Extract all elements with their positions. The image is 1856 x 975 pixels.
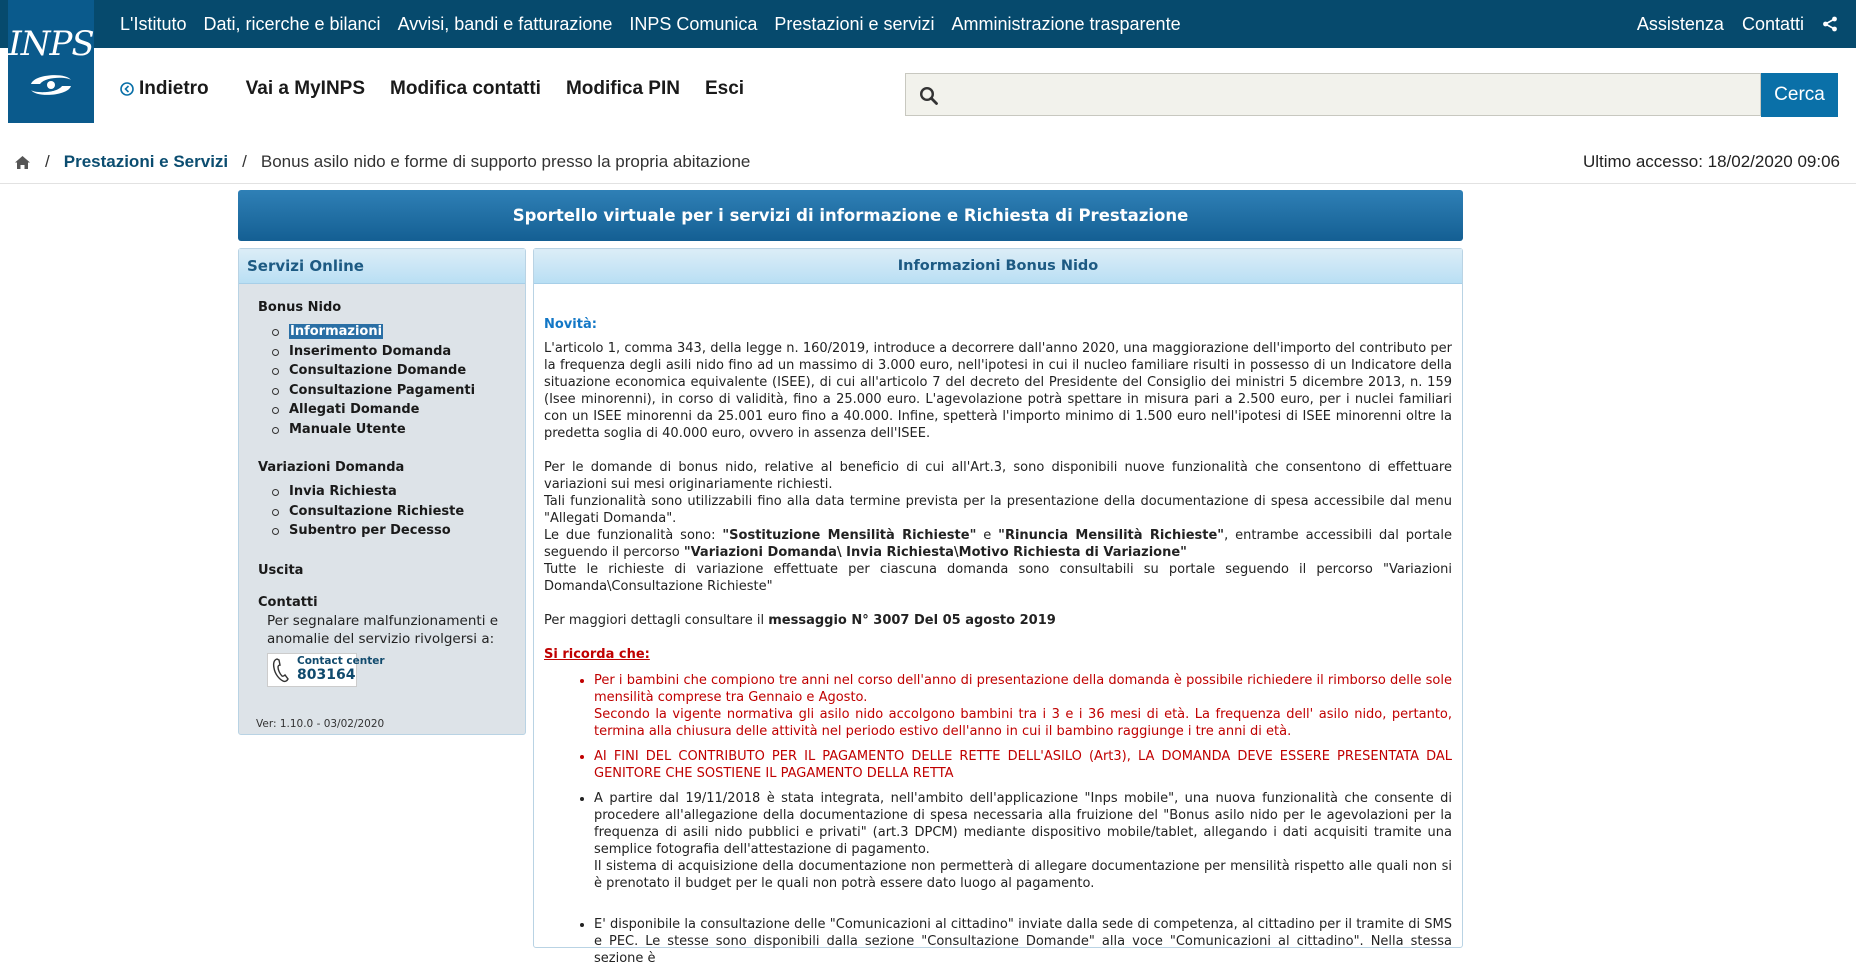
list-item: • E' disponibile la consultazione delle "Comunicazioni al cittadino" inviate dalla sede di competenza, al cittadino per il tramite di SMS e PEC. Le stesse sono disponibili dalla sezione "Consultazione Domande" alla voce "Comunicazioni al cittadino". Nella stessa sezione è xyxy=(594,916,1452,967)
back-arrow-icon xyxy=(120,82,134,96)
menu-item-consultazione-richieste[interactable]: Consultazione Richieste xyxy=(269,502,464,522)
myinps-link[interactable]: Vai a MyINPS xyxy=(245,78,366,99)
modifica-contatti-link[interactable]: Modifica contatti xyxy=(390,78,541,99)
informazioni-panel xyxy=(533,248,1463,966)
logo-text: INPS xyxy=(8,24,94,64)
uscita-link[interactable]: Uscita xyxy=(258,563,304,578)
informazioni-content xyxy=(544,316,1452,975)
menu-item-inserimento-domanda[interactable]: Inserimento Domanda xyxy=(269,342,475,362)
topnav-inps-comunica[interactable]: INPS Comunica xyxy=(629,13,758,34)
esci-link[interactable]: Esci xyxy=(704,78,745,99)
logo-swirl-icon xyxy=(26,70,76,100)
contatti-link[interactable]: Contatti xyxy=(1741,13,1804,34)
list-item: • Per i bambini che compiono tre anni nel corso dell'anno di presentazione della domanda è possibile richiedere il rimborso delle sole mensilità comprese tra Gennaio e Agosto. Secondo la vigente normativa gli asilo nido accolgono bambini tra i 3 e i 36 mesi di età. La frequenza dell' asilo nido, pertanto, termina alla chiusura delle attività nel periodo estivo dell'anno in cui il bambino raggiunge i tre anni di età. xyxy=(594,672,1452,740)
version-info: Ver: 1.10.0 - 03/02/2020 xyxy=(256,718,385,730)
back-button[interactable] xyxy=(120,78,209,100)
search-icon xyxy=(919,86,939,106)
paragraph-variazioni: Per le domande di bonus nido, relative al beneficio di cui all'Art.3, sono disponibili nuove funzionalità che consentono di effettuare variazioni sui mesi originariamente richiesti. xyxy=(544,460,1452,492)
page-banner: Sportello virtuale per i servizi di informazione e Richiesta di Prestazione xyxy=(238,190,1463,241)
contact-description: Per segnalare malfunzionamenti e anomalie del servizio rivolgersi a: xyxy=(267,613,499,647)
inps-logo[interactable] xyxy=(8,0,94,123)
top-right-links xyxy=(1637,0,1838,48)
list-item: • A partire dal 19/11/2018 è stata integrata, nell'ambito dell'applicazione "Inps mobile", una nuova funzionalità che consente di procedere all'allegazione della documentazione di spesa necessaria alla fruizione del "Bonus asilo nido per le agevolazioni per la frequenza di asili nido pubblici e privati" (art.3 DPCM) mediante dispositivo mobile/tablet, allegando i dati acquisiti tramite una semplice fotografia dell'attestazione di pagamento. Il sistema di acquisizione della documentazione non permetterà di allegare documentazione per mensilità rispetto alle quali non si è prenotato il budget per le quali non potrà essere dato luogo al pagamento. xyxy=(594,790,1452,892)
phone-icon xyxy=(271,657,291,683)
section-contatti: Contatti xyxy=(258,595,318,610)
variazioni-menu xyxy=(269,482,464,541)
topnav-amministrazione-trasparente[interactable]: Amministrazione trasparente xyxy=(951,13,1181,34)
menu-item-subentro-decesso[interactable]: Subentro per Decesso xyxy=(269,521,464,541)
breadcrumb-bar xyxy=(0,147,1856,184)
contact-center-number: 803164 xyxy=(297,667,356,683)
search-box xyxy=(905,73,1761,116)
menu-item-consultazione-domande[interactable]: Consultazione Domande xyxy=(269,361,475,381)
topnav-avvisi-bandi[interactable]: Avvisi, bandi e fatturazione xyxy=(397,13,613,34)
breadcrumb-separator: / xyxy=(45,152,50,171)
search-button[interactable]: Cerca xyxy=(1761,73,1838,117)
list-item: • AI FINI DEL CONTRIBUTO PER IL PAGAMENTO DELLE RETTE DELL'ASILO (Art3), LA DOMANDA DEVE ESSERE PRESENTATA DAL GENITORE CHE SOSTIENE IL PAGAMENTO DELLA RETTA xyxy=(594,748,1452,782)
assistenza-link[interactable]: Assistenza xyxy=(1636,13,1724,34)
contact-center-label: Contact center xyxy=(297,655,385,667)
secondary-navigation xyxy=(120,78,769,100)
paragraph-legge: L'articolo 1, comma 343, della legge n. 160/2019, introduce a decorrere dall'anno 2020, una maggiorazione dell'importo del contributo per la frequenza degli asili nido fino ad un massimo di 3.000 euro, nell'ipotesi in cui il nucleo familiare risulti in possesso di un Indicatore della situazione economica equivalente (ISEE), di cui all'articolo 7 del decreto del Presidente del Consiglio dei ministri 5 dicembre 2013, n. 159 (Isee minorenni), in corso di validità, fino a 25.000 euro. L'agevolazione potrà spettare in misura pari a 2.500 euro, per i nuclei familiari con un ISEE minorenni da 25.001 euro fino a 40.000. Infine, spetterà l'importo minimo di 1.500 euro nell'ipotesi di ISEE minorenni oltre la predetta soglia di 40.000 euro, ovvero in assenza dell'ISEE. xyxy=(544,341,1452,441)
menu-item-consultazione-pagamenti[interactable]: Consultazione Pagamenti xyxy=(269,381,475,401)
top-navigation xyxy=(120,0,1181,48)
last-access: Ultimo accesso: 18/02/2020 09:06 xyxy=(1582,152,1840,171)
bonus-nido-menu xyxy=(269,322,475,439)
section-variazioni-domanda: Variazioni Domanda xyxy=(258,460,405,475)
reminder-list xyxy=(544,672,1452,967)
paragraph-funzionalita: Tali funzionalità sono utilizzabili fino alla data termine prevista per la presentazione della documentazione di spesa accessibile dal menu "Allegati Domanda". xyxy=(544,494,1452,526)
menu-item-manuale-utente[interactable]: Manuale Utente xyxy=(269,420,475,440)
paragraph-due-funzionalita: Le due funzionalità sono: "Sostituzione Mensilità Richieste" e "Rinuncia Mensilità Richieste", entrambe accessibili dal portale seguendo il percorso "Variazioni Domanda\ Invia Richiesta\Motivo Richiesta di Variazione" xyxy=(544,528,1452,560)
paragraph-dettagli: Per maggiori dettagli consultare il messaggio N° 3007 Del 05 agosto 2019 xyxy=(544,613,1056,628)
servizi-online-panel xyxy=(238,248,526,735)
menu-item-allegati-domande[interactable]: Allegati Domande xyxy=(269,400,475,420)
back-label: Indietro xyxy=(139,78,209,99)
breadcrumb-prestazioni-link[interactable]: Prestazioni e Servizi xyxy=(63,152,229,171)
section-bonus-nido: Bonus Nido xyxy=(258,300,342,315)
share-icon[interactable] xyxy=(1822,16,1838,32)
topnav-istituto[interactable]: L'Istituto xyxy=(120,13,187,34)
home-icon[interactable] xyxy=(14,155,31,170)
search-input[interactable] xyxy=(952,80,1736,110)
topnav-dati-ricerche[interactable]: Dati, ricerche e bilanci xyxy=(203,13,381,34)
paragraph-consultabili: Tutte le richieste di variazione effettuate per ciascuna domanda sono consultabili su portale seguendo il percorso "Variazioni Domanda\Consultazione Richieste" xyxy=(544,562,1452,594)
novita-heading: Novità: xyxy=(544,317,597,332)
breadcrumb xyxy=(14,147,750,177)
topnav-prestazioni-servizi[interactable]: Prestazioni e servizi xyxy=(774,13,935,34)
messaggio-link[interactable]: messaggio N° 3007 Del 05 agosto 2019 xyxy=(768,613,1056,628)
breadcrumb-current: Bonus asilo nido e forme di supporto presso la propria abitazione xyxy=(260,152,751,171)
breadcrumb-separator: / xyxy=(242,152,247,171)
si-ricorda-heading: Si ricorda che: xyxy=(544,647,650,662)
modifica-pin-link[interactable]: Modifica PIN xyxy=(565,78,680,99)
panel-title: Servizi Online xyxy=(239,249,525,284)
panel-title: Informazioni Bonus Nido xyxy=(534,249,1462,284)
menu-item-invia-richiesta[interactable]: Invia Richiesta xyxy=(269,482,464,502)
contact-center-badge[interactable] xyxy=(267,653,385,687)
menu-item-informazioni[interactable]: Informazioni xyxy=(269,322,475,342)
top-bar xyxy=(0,0,1856,48)
